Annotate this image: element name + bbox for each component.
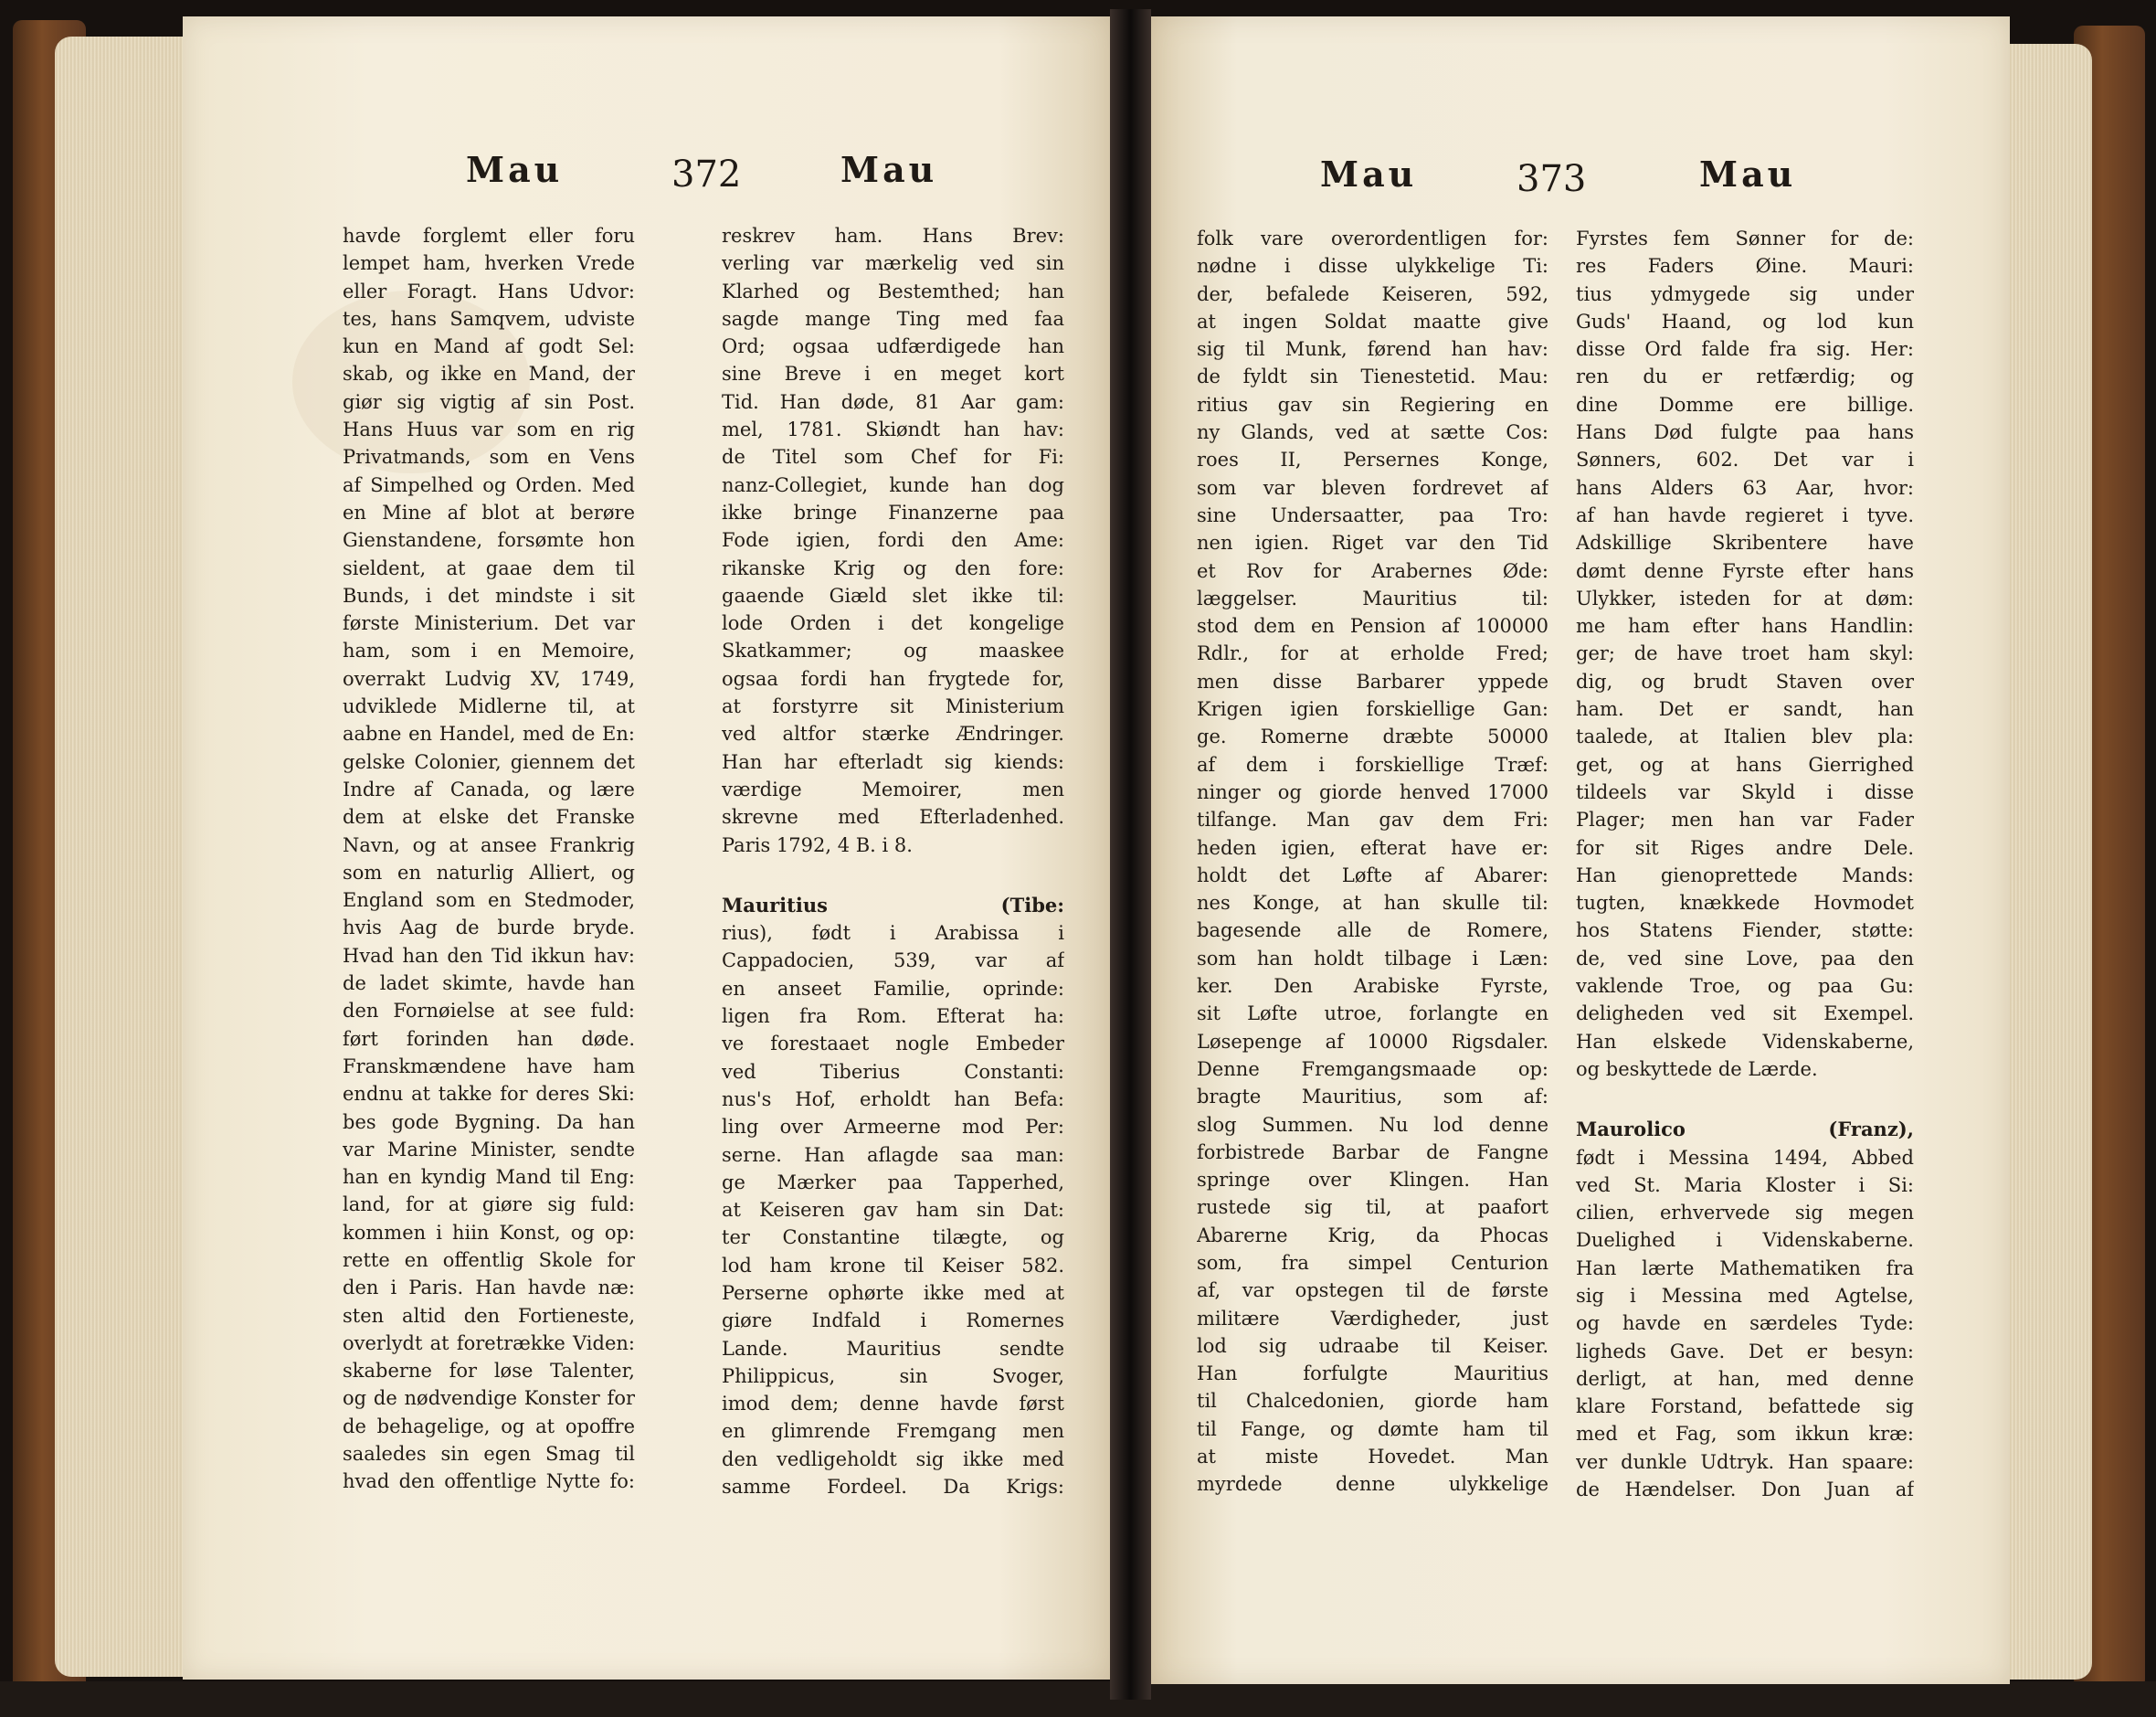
text-line: tius ydmygede sig under xyxy=(1576,282,1914,305)
text-line: Abarerne Krig, da Phocas xyxy=(1197,1224,1548,1246)
text-line: hans Alders 63 Aar, hvor: xyxy=(1576,476,1914,499)
text-line: Bunds, i det mindste i sit xyxy=(343,584,635,607)
text-line: me ham efter hans Handlin: xyxy=(1576,615,1914,638)
text-line: ter Constantine tilægte, og xyxy=(722,1226,1064,1249)
text-line: ham, som i en Memoire, xyxy=(343,640,635,662)
text-line: Skatkammer; og maaskee xyxy=(722,640,1064,662)
text-line: Navn, og at ansee Frankrig xyxy=(343,833,635,856)
text-line: rustede sig til, at paafort xyxy=(1197,1196,1548,1219)
paragraph-gap xyxy=(1576,1083,1914,1116)
text-line: et Rov for Arabernes Øde: xyxy=(1197,559,1548,582)
scan-bottom-band xyxy=(0,1681,2156,1717)
text-line: ny Glands, ved at sætte Cos: xyxy=(1197,421,1548,444)
text-line: en anseet Familie, oprinde: xyxy=(722,977,1064,1000)
text-line: tildeels var Skyld i disse xyxy=(1576,780,1914,803)
text-line: Klarhed og Bestemthed; han xyxy=(722,280,1064,302)
text-line: sagde mange Ting med faa xyxy=(722,307,1064,330)
text-line: han en kyndig Mand til Eng: xyxy=(343,1166,635,1189)
text-line: verling var mærkelig ved sin xyxy=(722,252,1064,275)
page-number: 373 xyxy=(1517,158,1587,200)
text-line: Hvad han den Tid ikkun hav: xyxy=(343,944,635,967)
text-line: havde forglemt eller foru xyxy=(343,225,635,247)
text-line: ligheds Gave. Det er besyn: xyxy=(1576,1340,1914,1362)
text-line: overrakt Ludvig XV, 1749, xyxy=(343,667,635,690)
running-head-left: Mau xyxy=(466,149,564,190)
text-line: skrevne med Efterladenhed. xyxy=(722,806,1064,829)
text-line: som var bleven fordrevet af xyxy=(1197,476,1548,499)
text-line: nen igien. Riget var den Tid xyxy=(1197,532,1548,555)
text-line: Krigen igien forskiellige Gan: xyxy=(1197,698,1548,721)
text-line: slog Summen. Nu lod denne xyxy=(1197,1113,1548,1136)
text-line: Philippicus, sin Svoger, xyxy=(722,1364,1064,1387)
text-line: militære Værdigheder, just xyxy=(1197,1307,1548,1330)
text-line: bagesende alle de Romere, xyxy=(1197,919,1548,942)
text-line: lode Orden i det kongelige xyxy=(722,612,1064,635)
text-line: gaaende Giæld slet ikke til: xyxy=(722,584,1064,607)
text-line: ham. Det er sandt, han xyxy=(1576,698,1914,721)
text-line: Gienstandene, forsømte hon xyxy=(343,529,635,552)
text-line: de Titel som Chef for Fi: xyxy=(722,446,1064,469)
text-line: Han elskede Videnskaberne, xyxy=(1576,1030,1914,1053)
text-line: Adskillige Skribentere have xyxy=(1576,532,1914,555)
text-line: Denne Fremgangsmaade op: xyxy=(1197,1057,1548,1080)
text-line: Cappadocien, 539, var af xyxy=(722,949,1064,972)
text-line: tes, hans Samqvem, udviste xyxy=(343,307,635,330)
text-line: til Fange, og dømte ham til xyxy=(1197,1417,1548,1440)
text-line: Hans Død fulgte paa hans xyxy=(1576,421,1914,444)
text-line: heden igien, efterat have er: xyxy=(1197,836,1548,859)
text-line: sine Breve i en meget kort xyxy=(722,363,1064,386)
text-line: mel, 1781. Skiøndt han hav: xyxy=(722,419,1064,441)
text-line: første Ministerium. Det var xyxy=(343,612,635,635)
text-line: de behagelige, og at opoffre xyxy=(343,1415,635,1437)
text-line: den i Paris. Han havde næ: xyxy=(343,1277,635,1299)
text-line: taalede, at Italien blev pla: xyxy=(1576,726,1914,748)
running-head-right: Mau xyxy=(1699,154,1797,195)
text-line: ikke bringe Finanzerne paa xyxy=(722,501,1064,524)
text-line: den Fornøielse at see fuld: xyxy=(343,1000,635,1023)
text-line: en glimrende Fremgang men xyxy=(722,1420,1064,1443)
text-line: aabne en Handel, med de En: xyxy=(343,723,635,746)
text-line: den vedligeholdt sig ikke med xyxy=(722,1447,1064,1470)
text-line: ved Tiberius Constanti: xyxy=(722,1060,1064,1083)
text-line: ninger og giorde henved 17000 xyxy=(1197,780,1548,803)
text-line: at miste Hovedet. Man xyxy=(1197,1446,1548,1468)
text-line: hvad den offentlige Nytte fo: xyxy=(343,1470,635,1493)
text-line: udviklede Midlerne til, at xyxy=(343,695,635,718)
text-line: de, ved sine Love, paa den xyxy=(1576,947,1914,970)
text-line: ge Mærker paa Tapperhed, xyxy=(722,1171,1064,1193)
text-line: for sit Riges andre Dele. xyxy=(1576,836,1914,859)
text-line: bes gode Bygning. Da han xyxy=(343,1110,635,1133)
text-line: til Chalcedonien, giorde ham xyxy=(1197,1390,1548,1413)
text-line: sine Undersaatter, paa Tro: xyxy=(1197,503,1548,526)
text-line: ritius gav sin Regiering en xyxy=(1197,393,1548,416)
text-line: ren du er retfærdig; og xyxy=(1576,366,1914,388)
running-head-left: Mau xyxy=(1320,154,1418,195)
text-line: at Keiseren gav ham sin Dat: xyxy=(722,1199,1064,1222)
text-line: skaberne for løse Talenter, xyxy=(343,1360,635,1383)
text-line: England som en Stedmoder, xyxy=(343,889,635,912)
text-line: Tid. Han døde, 81 Aar gam: xyxy=(722,390,1064,413)
text-line: og beskyttede de Lærde. xyxy=(1576,1057,1818,1080)
text-line: Lande. Mauritius sendte xyxy=(722,1337,1064,1360)
text-line: Sønners, 602. Det var i xyxy=(1576,449,1914,472)
text-line: af dem i forskiellige Træf: xyxy=(1197,753,1548,776)
text-line: og de nødvendige Konster for xyxy=(343,1387,635,1410)
text-line: ogsaa fordi han frygtede for, xyxy=(722,667,1064,690)
text-line: dine Domme ere billige. xyxy=(1576,393,1914,416)
text-line: overlydt at foretrække Viden: xyxy=(343,1331,635,1354)
text-line: giøre Indfald i Romernes xyxy=(722,1309,1064,1332)
text-line: derligt, at han, med denne xyxy=(1576,1367,1914,1390)
text-line: Paris 1792, 4 B. i 8. xyxy=(722,833,913,856)
text-line: endnu at takke for deres Ski: xyxy=(343,1083,635,1106)
text-line: nanz-Collegiet, kunde han dog xyxy=(722,473,1064,496)
text-line: klare Forstand, befattede sig xyxy=(1576,1395,1914,1418)
text-line: var Marine Minister, sendte xyxy=(343,1138,635,1161)
text-line: disse Ord falde fra sig. Her: xyxy=(1576,338,1914,361)
text-line: samme Fordeel. Da Krigs: xyxy=(722,1476,1064,1499)
right-page xyxy=(1151,16,2010,1684)
text-line: men disse Barbarer yppede xyxy=(1197,670,1548,693)
text-line: Duelighed i Videnskaberne. xyxy=(1576,1229,1914,1252)
text-line: forbistrede Barbar de Fangne xyxy=(1197,1140,1548,1163)
text-line: rius), født i Arabissa i xyxy=(722,922,1064,945)
text-line: vaklende Troe, og paa Gu: xyxy=(1576,975,1914,998)
text-line: med et Fag, som ikkun kræ: xyxy=(1576,1423,1914,1446)
text-line: de ladet skimte, havde han xyxy=(343,972,635,995)
text-line: de fyldt sin Tienestetid. Mau: xyxy=(1197,366,1548,388)
text-line: skab, og ikke en Mand, der xyxy=(343,363,635,386)
text-line: de Hændelser. Don Juan af xyxy=(1576,1479,1914,1501)
text-line: holdt det Løfte af Abarer: xyxy=(1197,864,1548,886)
text-line: ling over Armeerne mod Per: xyxy=(722,1116,1064,1139)
text-line: hvis Aag de burde bryde. xyxy=(343,917,635,939)
text-line: stod dem en Pension af 100000 xyxy=(1197,615,1548,638)
text-line: deligheden ved sit Exempel. xyxy=(1576,1002,1914,1025)
text-line: serne. Han aflagde saa man: xyxy=(722,1143,1064,1166)
text-line: ved altfor stærke Ændringer. xyxy=(722,723,1064,746)
text-line: lod ham krone til Keiser 582. xyxy=(722,1254,1064,1277)
text-line: Perserne ophørte ikke med at xyxy=(722,1281,1064,1304)
text-line: som, fra simpel Centurion xyxy=(1197,1251,1548,1274)
text-line: værdige Memoirer, men xyxy=(722,778,1064,800)
text-line: eller Foragt. Hans Udvor: xyxy=(343,280,635,302)
text-line: sieldent, at gaae dem til xyxy=(343,556,635,579)
text-line: rikanske Krig og den fore: xyxy=(722,556,1064,579)
text-line: ved St. Maria Kloster i Si: xyxy=(1576,1173,1914,1196)
text-line: Hans Huus var som en rig xyxy=(343,419,635,441)
text-line: lod sig udraabe til Keiser. xyxy=(1197,1334,1548,1357)
text-line: af han havde regieret i tyve. xyxy=(1576,503,1914,526)
text-line: imod dem; denne havde først xyxy=(722,1393,1064,1415)
text-line: kommen i hiin Konst, og op: xyxy=(343,1221,635,1244)
text-line: dig, og brudt Staven over xyxy=(1576,670,1914,693)
page-edges-left xyxy=(55,37,183,1677)
text-column-1 xyxy=(1197,225,1548,1499)
text-line: lempet ham, hverken Vrede xyxy=(343,252,635,275)
text-line: Løsepenge af 10000 Rigsdaler. xyxy=(1197,1030,1548,1053)
text-line: der, befalede Keiseren, 592, xyxy=(1197,282,1548,305)
text-line: nødne i disse ulykkelige Ti: xyxy=(1197,255,1548,278)
text-line: get, og at hans Gierrighed xyxy=(1576,753,1914,776)
text-line: Han har efterladt sig kiends: xyxy=(722,750,1064,773)
text-line: ker. Den Arabiske Fyrste, xyxy=(1197,975,1548,998)
text-line: tugten, knækkede Hovmodet xyxy=(1576,892,1914,915)
text-line: hos Statens Fiender, støtte: xyxy=(1576,919,1914,942)
text-line: Guds' Haand, og lod kun xyxy=(1576,310,1914,333)
book-gutter xyxy=(1110,9,1151,1700)
text-line: ført forinden han døde. xyxy=(343,1027,635,1050)
text-line: at ingen Soldat maatte give xyxy=(1197,310,1548,333)
text-line: af Simpelhed og Orden. Med xyxy=(343,473,635,496)
text-line: Mauritius (Tibe: xyxy=(722,893,1064,917)
text-line: Fode igien, fordi den Ame: xyxy=(722,529,1064,552)
text-line: Ulykker, isteden for at døm: xyxy=(1576,587,1914,609)
text-line: rette en offentlig Skole for xyxy=(343,1248,635,1271)
text-line: at forstyrre sit Ministerium xyxy=(722,695,1064,718)
text-line: gelske Colonier, giennem det xyxy=(343,750,635,773)
text-line: sit Løfte utroe, forlangte en xyxy=(1197,1002,1548,1025)
page-number: 372 xyxy=(671,154,742,196)
text-line: cilien, erhvervede sig megen xyxy=(1576,1202,1914,1224)
text-line: springe over Klingen. Han xyxy=(1197,1169,1548,1192)
text-line: roes II, Persernes Konge, xyxy=(1197,449,1548,472)
text-line: ve forestaaet nogle Embeder xyxy=(722,1033,1064,1055)
text-line: af, var opstegen til de første xyxy=(1197,1279,1548,1302)
text-line: Rdlr., for at erholde Fred; xyxy=(1197,642,1548,665)
text-column-1 xyxy=(343,222,635,1496)
text-line: som han holdt tilbage i Læn: xyxy=(1197,947,1548,970)
text-line: ger; de have troet ham skyl: xyxy=(1576,642,1914,665)
text-line: dem at elske det Franske xyxy=(343,806,635,829)
text-line: myrdede denne ulykkelige xyxy=(1197,1473,1548,1496)
text-line: res Faders Øine. Mauri: xyxy=(1576,255,1914,278)
text-line: land, for at giøre sig fuld: xyxy=(343,1193,635,1216)
text-line: bragte Mauritius, som af: xyxy=(1197,1086,1548,1108)
text-line: sig til Munk, førend han hav: xyxy=(1197,338,1548,361)
text-line: tilfange. Man gav dem Fri: xyxy=(1197,809,1548,832)
text-line: læggelser. Mauritius til: xyxy=(1197,587,1548,609)
text-line: Han gienoprettede Mands: xyxy=(1576,864,1914,886)
text-line: født i Messina 1494, Abbed xyxy=(1576,1146,1914,1169)
text-line: ver dunkle Udtryk. Han spaare: xyxy=(1576,1450,1914,1473)
text-line: nus's Hof, erholdt han Befa: xyxy=(722,1087,1064,1110)
text-line: ge. Romerne dræbte 50000 xyxy=(1197,726,1548,748)
text-line: sig i Messina med Agtelse, xyxy=(1576,1284,1914,1307)
text-line: Franskmændene have ham xyxy=(343,1055,635,1077)
text-line: sten altid den Fortieneste, xyxy=(343,1304,635,1327)
text-line: Han forfulgte Mauritius xyxy=(1197,1362,1548,1385)
running-head-right: Mau xyxy=(840,149,938,190)
left-page xyxy=(183,16,1110,1680)
text-line: Fyrstes fem Sønner for de: xyxy=(1576,228,1914,249)
text-line: Han lærte Mathematiken fra xyxy=(1576,1256,1914,1279)
text-line: Privatmands, som en Vens xyxy=(343,446,635,469)
text-line: nes Konge, at han skulle til: xyxy=(1197,892,1548,915)
text-column-2 xyxy=(722,222,1064,1500)
text-line: reskrev ham. Hans Brev: xyxy=(722,225,1064,247)
paragraph-gap xyxy=(722,859,1064,892)
text-line: folk vare overordentligen for: xyxy=(1197,228,1548,249)
text-line: Maurolico (Franz), xyxy=(1576,1118,1914,1141)
page-edges-right xyxy=(2005,44,2092,1680)
text-column-2 xyxy=(1576,225,1914,1503)
text-line: som en naturlig Alliert, og xyxy=(343,861,635,884)
text-line: og havde en særdeles Tyde: xyxy=(1576,1312,1914,1335)
text-line: Indre af Canada, og lære xyxy=(343,778,635,800)
text-line: ligen fra Rom. Efterat ha: xyxy=(722,1005,1064,1028)
text-line: Plager; men han var Fader xyxy=(1576,809,1914,832)
text-line: Ord; ogsaa udfærdigede han xyxy=(722,335,1064,358)
text-line: kun en Mand af godt Sel: xyxy=(343,335,635,358)
text-line: giør sig vigtig af sin Post. xyxy=(343,390,635,413)
text-line: dømt denne Fyrste efter hans xyxy=(1576,559,1914,582)
text-line: en Mine af blot at berøre xyxy=(343,501,635,524)
text-line: saaledes sin egen Smag til xyxy=(343,1443,635,1466)
